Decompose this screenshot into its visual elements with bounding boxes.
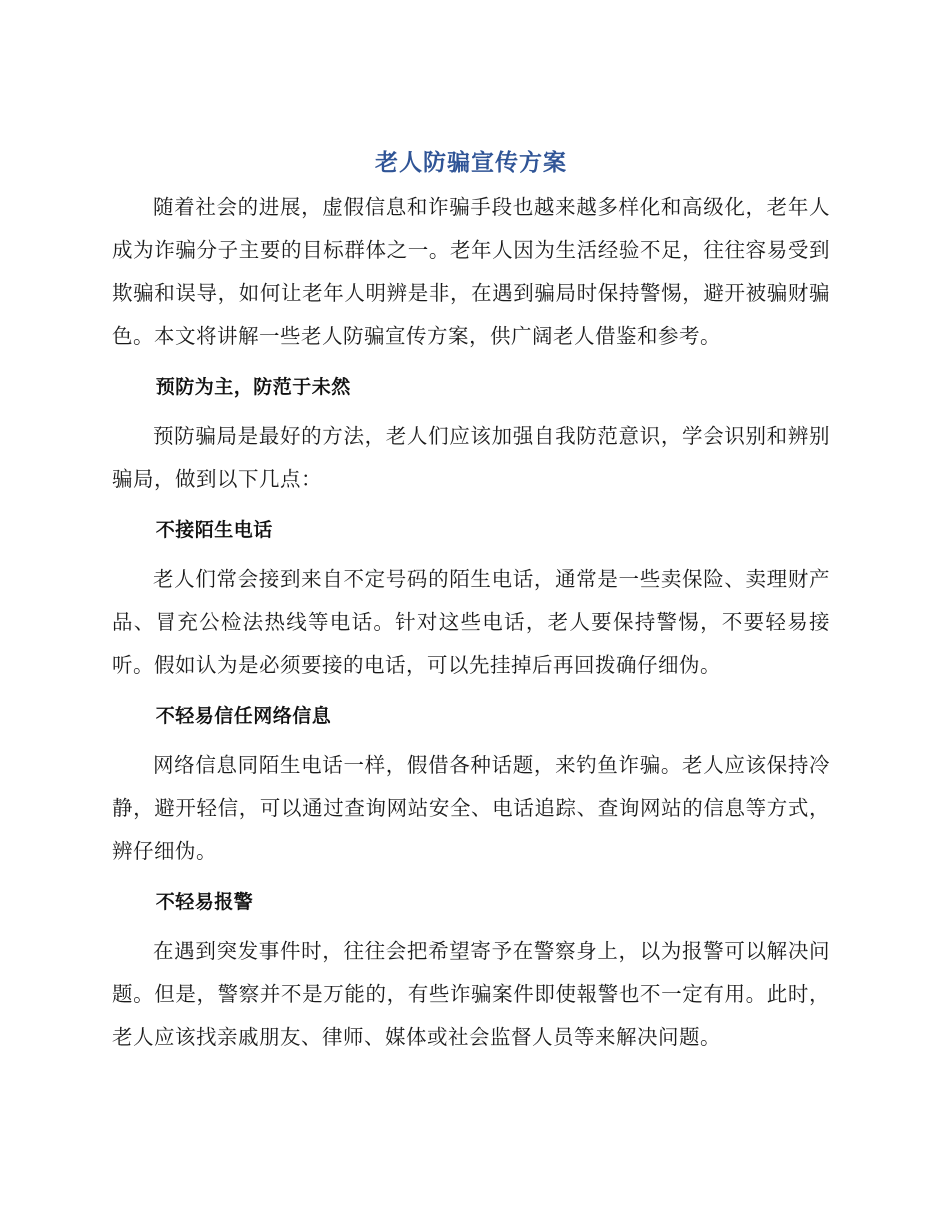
section-body-strange-calls: 老人们常会接到来自不定号码的陌生电话，通常是一些卖保险、卖理财产品、冒充公检法热线等电话。针对这些电话，老人要保持警惕，不要轻易接听。假如认为是必须要接的电话，可以先挂掉后再回拨确仔细伪。 (112, 567, 830, 677)
document-title: 老人防骗宣传方案 (375, 150, 567, 176)
section-heading-prevention: 预防为主，防范于未然 (155, 376, 351, 398)
section-body-online-info: 网络信息同陌生电话一样，假借各种话题，来钓鱼诈骗。老人应该保持冷静，避开轻信，可以通过查询网站安全、电话追踪、查询网站的信息等方式，辨仔细伪。 (112, 753, 830, 863)
document-page (112, 146, 830, 1059)
section-body-police: 在遇到突发事件时，往往会把希望寄予在警察身上，以为报警可以解决问题。但是，警察并不是万能的，有些诈骗案件即使報警也不一定有用。此时，老人应该找亲戚朋友、律师、媒体或社会监督人员等来解决问题。 (112, 939, 830, 1049)
section-body-prevention: 预防骗局是最好的方法，老人们应该加强自我防范意识，学会识别和辨别骗局，做到以下几点： (112, 424, 830, 491)
section-heading-strange-calls: 不接陌生电话 (155, 519, 273, 541)
intro-paragraph: 随着社会的进展，虚假信息和诈骗手段也越来越多样化和高级化，老年人成为诈骗分子主要的目标群体之一。老年人因为生活经验不足，往往容易受到欺骗和误导，如何让老年人明辨是非，在遇到骗局时保持警惕，避开被骗财骗色。本文将讲解一些老人防骗宣传方案，供广阔老人借鉴和参考。 (112, 195, 830, 348)
section-heading-online-info: 不轻易信任网络信息 (155, 705, 332, 727)
section-heading-police: 不轻易报警 (155, 891, 254, 913)
